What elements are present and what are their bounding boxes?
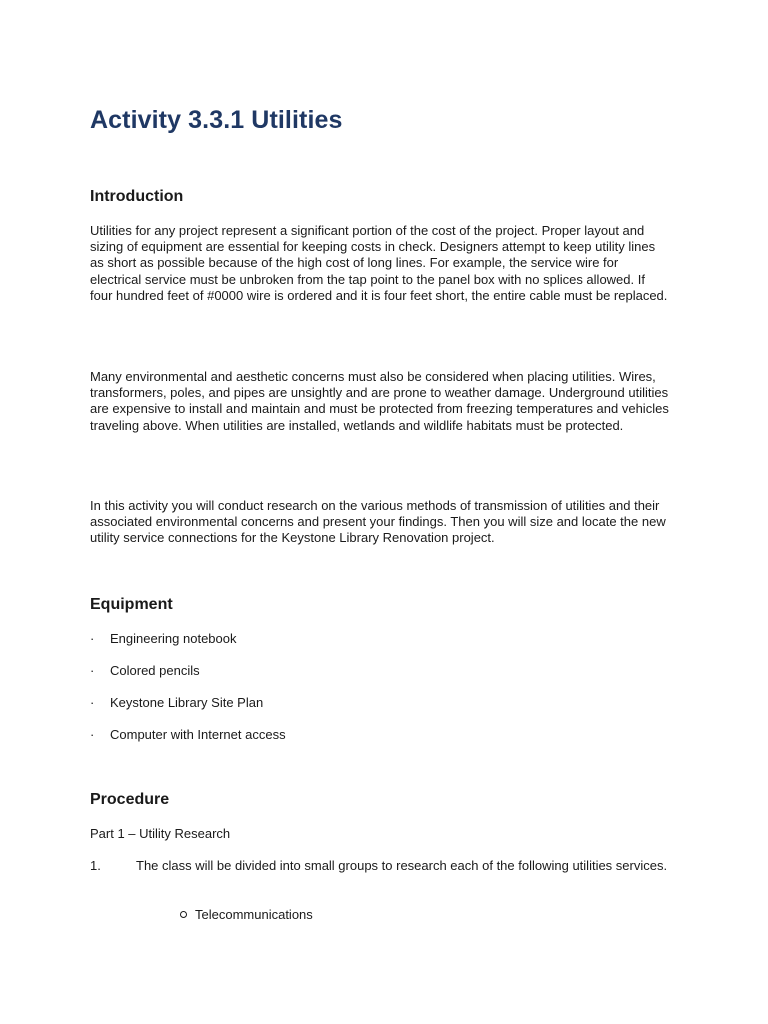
bullet-dot-icon: ·	[90, 695, 95, 710]
procedure-step-1	[90, 858, 670, 874]
equipment-item-label: Computer with Internet access	[110, 727, 286, 742]
part-label: Part 1 – Utility Research	[90, 826, 231, 841]
step-text: The class will be divided into small groups to research each of the following utilities services.	[136, 858, 668, 873]
equipment-item-label: Keystone Library Site Plan	[110, 695, 264, 710]
document-title: Activity 3.3.1 Utilities	[90, 106, 343, 134]
bullet-dot-icon: ·	[90, 631, 95, 646]
intro-paragraph-1: Utilities for any project represent a significant portion of the cost of the project. Proper layout and sizing of equipment are essential for keeping costs in check. Designers attempt to keep utility lines as short as possible because of the high cost of long lines. For example, the service wire for electrical service must be unbroken from the tap point to the panel box with no splices allowed. If four hundred feet of #0000 wire is ordered and it is four feet short, the entire cable must be replaced.	[90, 223, 668, 303]
sub-list-item	[180, 907, 313, 923]
sub-list-item-label: Telecommunications	[195, 907, 313, 922]
equipment-item-label: Engineering notebook	[110, 631, 237, 646]
step-number: 1.	[90, 858, 101, 873]
intro-paragraph-2: Many environmental and aesthetic concerns must also be considered when placing utilities. Wires, transformers, poles, and pipes are unsightly and are prone to weather damage. Underground utilities are expensive to install and maintain and must be protected from freezing temperatures and vehicles traveling above. When utilities are installed, wetlands and wildlife habitats must be protected.	[90, 369, 669, 433]
intro-paragraph-3: In this activity you will conduct research on the various methods of transmission of utilities and their associated environmental concerns and present your findings. Then you will size and locate the new utility service connections for the Keystone Library Renovation project.	[90, 498, 666, 546]
introduction-heading: Introduction	[90, 188, 184, 205]
bullet-dot-icon: ·	[90, 663, 95, 678]
circle-bullet-icon	[180, 911, 187, 918]
equipment-heading: Equipment	[90, 596, 173, 613]
equipment-item-label: Colored pencils	[110, 663, 200, 678]
bullet-dot-icon: ·	[90, 727, 95, 742]
procedure-heading: Procedure	[90, 791, 170, 808]
